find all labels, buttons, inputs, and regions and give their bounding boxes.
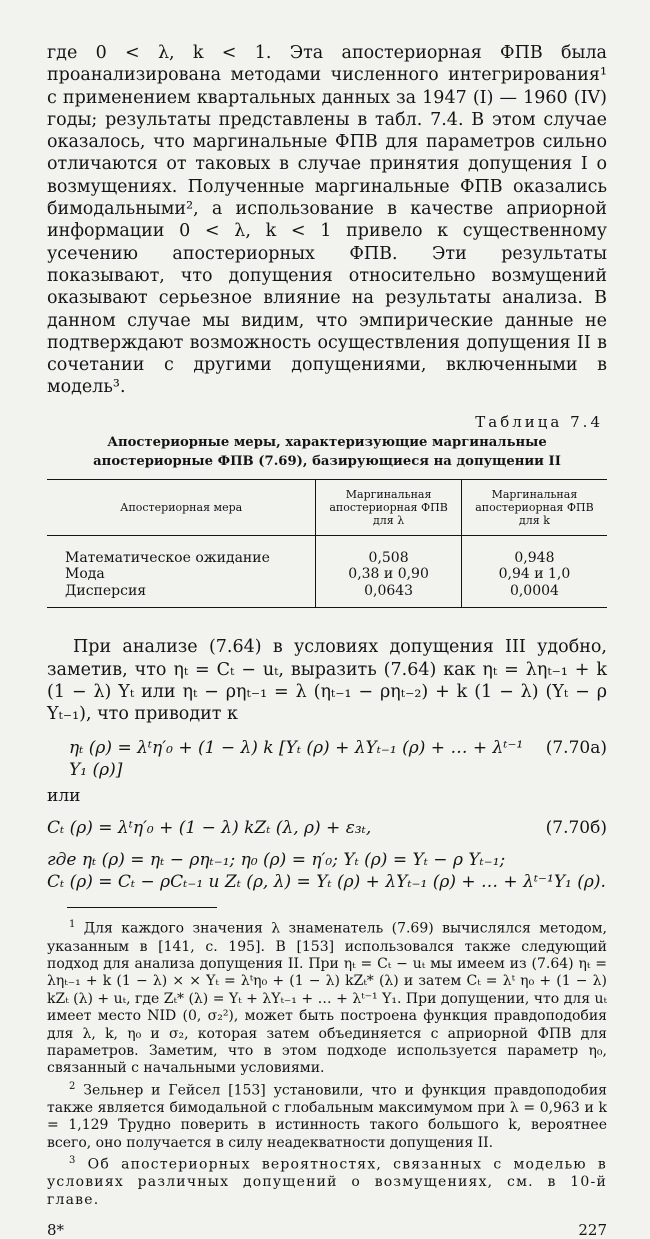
table-header-row [47,479,607,535]
paragraph-assumption-three: При анализе (7.64) в условиях допущения III удобно, заметив, что ηₜ = Cₜ − uₜ, выразить (7.64) как ηₜ = ληₜ₋₁ + k (1 − λ) Yₜ или ηₜ − ρηₜ₋₁ = λ (ηₜ₋₁ − ρηₜ₋₂) + k (1 − λ) (Yₜ − ρ Yₜ₋₁), что приводит к [47,637,607,725]
header-lambda: Маргинальная апостериорная ФПВ для λ [316,479,462,535]
row-k-value: 0,0004 [509,582,559,599]
table-title-line-2: апостериорные ФПВ (7.69), базирующиеся на допущении II [93,453,561,469]
footnote-1-text: Для каждого значения λ знаменатель (7.69) вычислялся методом, указанным в [141, с. 195]. В [153] использовался также следующий подход для анализа допущения II. При ηₜ = Cₜ − uₜ мы имеем из (7.64) ηₜ = ληₜ₋₁ + k (1 − λ) × × Yₜ = λᵗη₀ + (1 − λ) kZₜ* (λ) и затем Cₜ = λᵗ η₀ + (1 − λ) kZₜ (λ) + uₜ, где Zₜ* (λ) = Yₜ + λYₜ₋₁ + … + λᵗ⁻¹ Y₁. При допущении, что для uₜ имеет место NID (0, σ₂²), может быть построена функция правдоподобия для λ, k, η₀ и σ₂, которая затем объединяется с априорной ФПВ для параметров. Заметим, что в этом подходе используется параметр η₀, связанный с начальными условиями. [47,921,607,1077]
footnote-3-text: Об апостериорных вероятностях, связанных с моделью в условиях различных допущений о возмущениях, см. в 10-й главе. [47,1156,607,1208]
where-line-2: Cₜ (ρ) = Cₜ − ρCₜ₋₁ и Zₜ (ρ, λ) = Yₜ (ρ) + λYₜ₋₁ (ρ) + … + λᵗ⁻¹Y₁ (ρ). [47,872,606,893]
equation-7-70a-formula: ηₜ (ρ) = λᵗη′₀ + (1 − λ) k [Yₜ (ρ) + λYₜ₋₁ (ρ) + … + λᵗ⁻¹ Y₁ (ρ)] [69,738,524,781]
equation-7-70b [47,817,607,839]
paragraph-analysis: где 0 < λ, k < 1. Эта апостериорная ФПВ была проанализирована методами численного интегрирования¹ с применением квартальных данных за 1947 (I) — 1960 (IV) годы; результаты представлены в табл. 7.4. В этом случае оказалось, что маргинальные ФПВ для параметров сильно отличаются от таковых в случае принятия допущения I о возмущениях. Полученные маргинальные ФПВ оказались бимодальными², а использование в качестве априорной информации 0 < λ, k < 1 привело к существенному усечению апостериорных ФПВ. Эти результаты показывают, что допущения относительно возмущений оказывают серьезное влияние на результаты анализа. В данном случае мы видим, что эмпирические данные не подтверждают возможность осуществления допущения II в сочетании с другими допущениями, включенными в модель³. [47,43,607,398]
or-word: или [47,786,81,807]
row-lambda-value: 0,508 [368,549,409,566]
footnote-3 [47,1152,607,1209]
row-k-value: 0,948 [514,549,555,566]
page-footer [47,1221,607,1239]
footnote-1-mark: 1 [69,919,76,931]
footnote-1 [47,916,607,1077]
row-lambda-value: 0,38 и 0,90 [348,566,429,583]
footnote-3-mark: 3 [69,1155,77,1167]
table-title-line-1: Апостериорные меры, характеризующие маргинальные [107,434,547,450]
table-label: Таблица 7.4 [475,412,603,431]
equation-7-70a [47,737,607,781]
page-number: 227 [578,1220,607,1239]
row-measure: Мода [65,566,105,583]
equation-7-70b-number: (7.70б) [545,818,607,839]
page [47,42,607,1239]
posterior-measures-table [47,479,607,609]
row-k-value: 0,94 и 1,0 [498,566,571,583]
signature-mark: 8* [47,1220,65,1239]
footnote-divider [67,907,217,908]
table-title [47,433,607,471]
row-measure: Дисперсия [65,582,147,599]
where-line-1: где ηₜ (ρ) = ηₜ − ρηₜ₋₁; η₀ (ρ) = η′₀; Yₜ (ρ) = Yₜ − ρ Yₜ₋₁; [47,850,506,871]
footnote-2 [47,1078,607,1152]
row-measure: Математическое ожидание [65,549,270,566]
header-k: Маргинальная апостериорная ФПВ для k [461,479,607,535]
equation-7-70b-formula: Cₜ (ρ) = λᵗη′₀ + (1 − λ) kZₜ (λ, ρ) + ε₃ₜ, [47,818,372,839]
footnote-2-mark: 2 [69,1080,76,1092]
table-body-row [47,535,607,608]
footnote-2-text: Зельнер и Гейсел [153] установили, что и функция правдоподобия также является бимодальной с глобальным максимумом при λ = 0,963 и k = 1,129 Трудно поверить в истинность такого большого k, вероятнее всего, оно получается в силу неадекватности допущения II. [47,1082,608,1151]
row-lambda-value: 0,0643 [364,582,414,599]
equation-7-70a-number: (7.70а) [545,738,607,759]
header-measure: Апостериорная мера [120,500,243,514]
